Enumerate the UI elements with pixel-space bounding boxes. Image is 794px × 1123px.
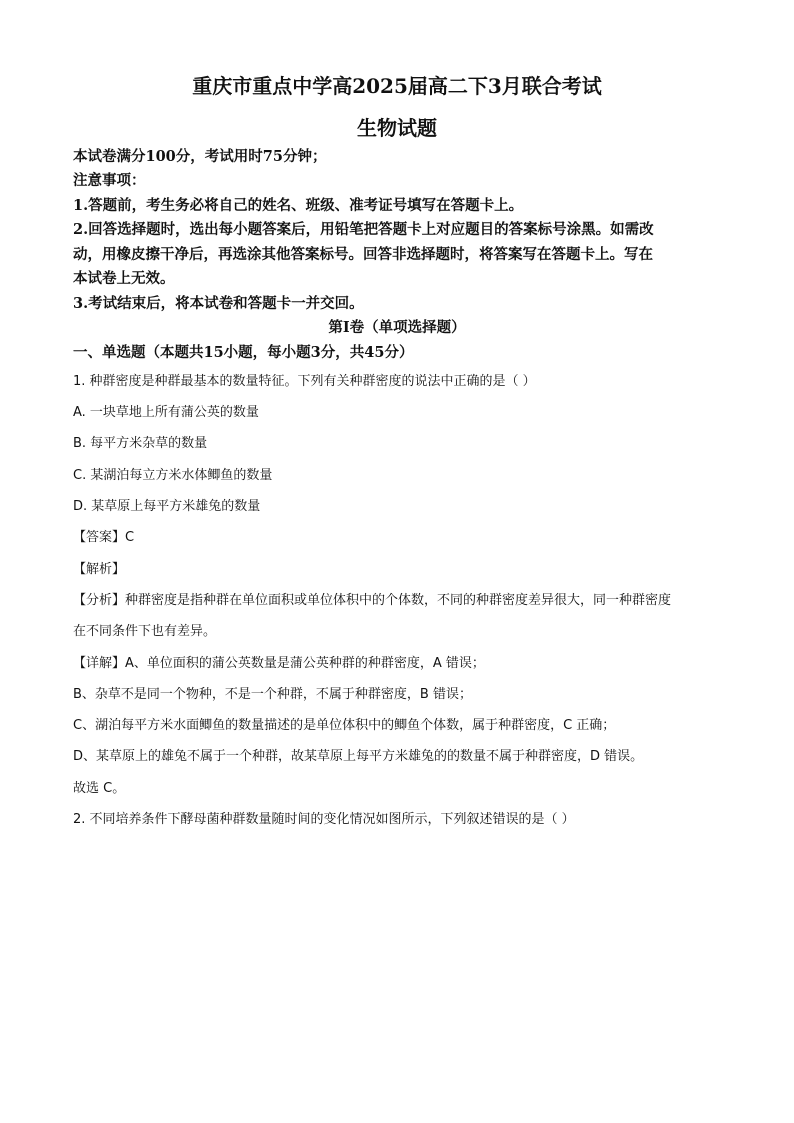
question-1-conclusion: 故选 C。: [73, 781, 126, 796]
part-title: 第Ⅰ卷（单项选择题）: [328, 319, 466, 336]
question-1-detail-d: D、某草原上的雄兔不属于一个种群，故某草原上每平方米雄兔的的数量不属于种群密度，D 错误。: [73, 749, 644, 764]
notice-heading: 注意事项：: [73, 172, 146, 189]
notice-item-2-line-2: 动，用橡皮擦干净后，再选涂其他答案标号。回答非选择题时，将答案写在答题卡上。写在: [73, 246, 653, 263]
score-time-note: 本试卷满分100分，考试用时75分钟；: [73, 148, 327, 165]
question-1-detail-a: 【详解】A、单位面积的蒲公英数量是蒲公英种群的种群密度，A 错误；: [73, 656, 485, 671]
question-1-option-b: B. 每平方米杂草的数量: [73, 436, 208, 451]
question-1-answer: 【答案】C: [73, 530, 135, 545]
question-2-stem: 2. 不同培养条件下酵母菌种群数量随时间的变化情况如图所示，下列叙述错误的是（ ）: [73, 812, 575, 827]
question-1-analysis-line-2: 在不同条件下也有差异。: [73, 624, 217, 639]
exam-title: 重庆市重点中学高2025届高二下3月联合考试: [192, 74, 602, 98]
question-1-stem: 1. 种群密度是种群最基本的数量特征。下列有关种群密度的说法中正确的是（ ）: [73, 374, 536, 389]
question-1-option-a: A. 一块草地上所有蒲公英的数量: [73, 405, 259, 420]
question-1-option-d: D. 某草原上每平方米雄兔的数量: [73, 499, 261, 514]
question-1-option-c: C. 某湖泊每立方米水体鲫鱼的数量: [73, 468, 273, 483]
question-1-detail-c: C、湖泊每平方米水面鲫鱼的数量描述的是单位体积中的鲫鱼个体数，属于种群密度，C 正确；: [73, 718, 616, 733]
notice-item-2-line-1: 2.回答选择题时，选出每小题答案后，用铅笔把答题卡上对应题目的答案标号涂黑。如需改: [73, 221, 654, 238]
subject-title: 生物试题: [357, 116, 437, 140]
section-heading: 一、单选题（本题共15小题，每小题3分，共45分）: [73, 344, 414, 361]
question-1-analysis-label: 【解析】: [73, 562, 126, 577]
notice-item-3: 3.考试结束后，将本试卷和答题卡一并交回。: [73, 295, 364, 312]
notice-item-1: 1.答题前，考生务必将自己的姓名、班级、准考证号填写在答题卡上。: [73, 197, 524, 214]
question-1-analysis-line-1: 【分析】种群密度是指种群在单位面积或单位体积中的个体数，不同的种群密度差异很大，同一种群密度: [73, 593, 672, 608]
notice-item-2-line-3: 本试卷上无效。: [73, 270, 175, 287]
question-1-detail-b: B、杂草不是同一个物种，不是一个种群，不属于种群密度，B 错误；: [73, 687, 472, 702]
